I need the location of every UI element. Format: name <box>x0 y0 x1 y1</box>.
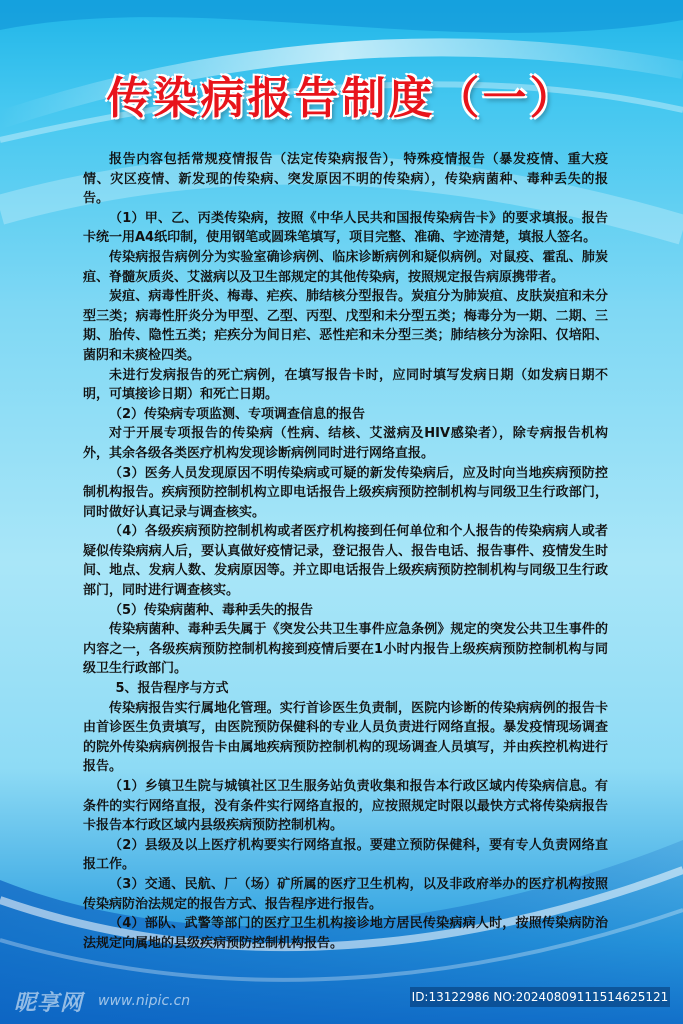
poster-title: 传染病报告制度（一） <box>106 73 577 124</box>
paragraph: （4）部队、武警等部门的医疗卫生机构接诊地方居民传染病病人时，按照传染病防治法规定向属地的县级疾病预防控制机构报告。 <box>83 916 608 951</box>
paragraph: 报告内容包括常规疫情报告（法定传染病报告），特殊疫情报告（暴发疫情、重大疫情、灾区疫情、新发现的传染病、突发原因不明的传染病），传染病菌种、毒种丢失的报告。 <box>83 152 608 207</box>
paragraph: （2）县级及以上医疗机构要实行网络直报。要建立预防保健科，要有专人负责网络直报工作。 <box>83 837 608 873</box>
paragraph: （1）甲、乙、丙类传染病，按照《中华人民共和国报传染病告卡》的要求填报。报告卡统一用A4纸印制，使用钢笔或圆珠笔填写，项目完整、准确、字迹清楚，填报人签名。 <box>83 210 608 246</box>
paragraph: 传染病报告病例分为实验室确诊病例、临床诊断病例和疑似病例。对鼠疫、霍乱、肺炭疽、脊髓灰质炎、艾滋病以及卫生部规定的其他传染病，按照规定报告病原携带者。 <box>83 249 608 285</box>
paragraph: 炭疽、病毒性肝炎、梅毒、疟疾、肺结核分型报告。炭疽分为肺炭疽、皮肤炭疽和未分型三类；病毒性肝炎分为甲型、乙型、丙型、戊型和未分型五类；梅毒分为一期、二期、三期、胎传、隐性五类；疟疾分为间日疟、恶性疟和未分型三类；肺结核分为涂阳、仅培阳、菌阴和未痰检四类。 <box>83 289 608 363</box>
paragraph: （3）医务人员发现原因不明传染病或可疑的新发传染病后，应及时向当地疾病预防控制机构报告。疾病预防控制机构立即电话报告上级疾病预防控制机构与同级卫生行政部门，同时做好认真记录与调查核实。 <box>83 465 608 520</box>
watermark-logo: 昵享网 <box>14 991 84 1016</box>
watermark-id: ID:13122986 NO:20240809111514625121 <box>410 987 670 1007</box>
paragraph: （1）乡镇卫生院与城镇社区卫生服务站负责收集和报告本行政区域内传染病信息。有条件的实行网络直报，没有条件实行网络直报的，应按照规定时限以最快方式将传染病报告卡报告本行政区域内县级疾病预防控制机构。 <box>83 779 608 834</box>
paragraph: 传染病菌种、毒种丢失属于《突发公共卫生事件应急条例》规定的突发公共卫生事件的内容之一，各级疾病预防控制机构接到疫情后要在1小时内报告上级疾病预防控制机构与同级卫生行政部门。 <box>83 622 608 677</box>
section-heading: 5、报告程序与方式 <box>115 681 229 697</box>
paragraph: 传染病报告实行属地化管理。实行首诊医生负责制，医院内诊断的传染病病例的报告卡由首诊医生负责填写，由医院预防保健科的专业人员负责进行网络直报。暴发疫情现场调查的院外传染病病例报告卡由属地疾病预防控制机构的现场调查人员填写，并由疾控机构进行报告。 <box>83 700 608 775</box>
paragraph: 未进行发病报告的死亡病例，在填写报告卡时，应同时填写发病日期（如发病日期不明，可填接诊日期）和死亡日期。 <box>83 367 608 403</box>
body-text <box>83 150 608 953</box>
paragraph: （4）各级疾病预防控制机构或者医疗机构接到任何单位和个人报告的传染病病人或者疑似传染病病人后，要认真做好疫情记录，登记报告人、报告电话、报告事件、疫情发生时间、地点、发病人数、发病原因等。并立即电话报告上级疾病预防控制机构与同级卫生行政部门，同时进行调查核实。 <box>83 524 608 599</box>
paragraph-heading: （2）传染病专项监测、专项调查信息的报告 <box>109 406 366 422</box>
paragraph: （3）交通、民航、厂（场）矿所属的医疗卫生机构，以及非政府举办的医疗机构按照传染病防治法规定的报告方式、报告程序进行报告。 <box>83 876 608 912</box>
paragraph-heading: （5）传染病菌种、毒种丢失的报告 <box>109 602 314 618</box>
watermark-url: www.nipic.cn <box>98 993 191 1009</box>
paragraph: 对于开展专项报告的传染病（性病、结核、艾滋病及HIV感染者），除专病报告机构外，其余各级各类医疗机构发现诊断病例同时进行网络直报。 <box>83 426 608 461</box>
